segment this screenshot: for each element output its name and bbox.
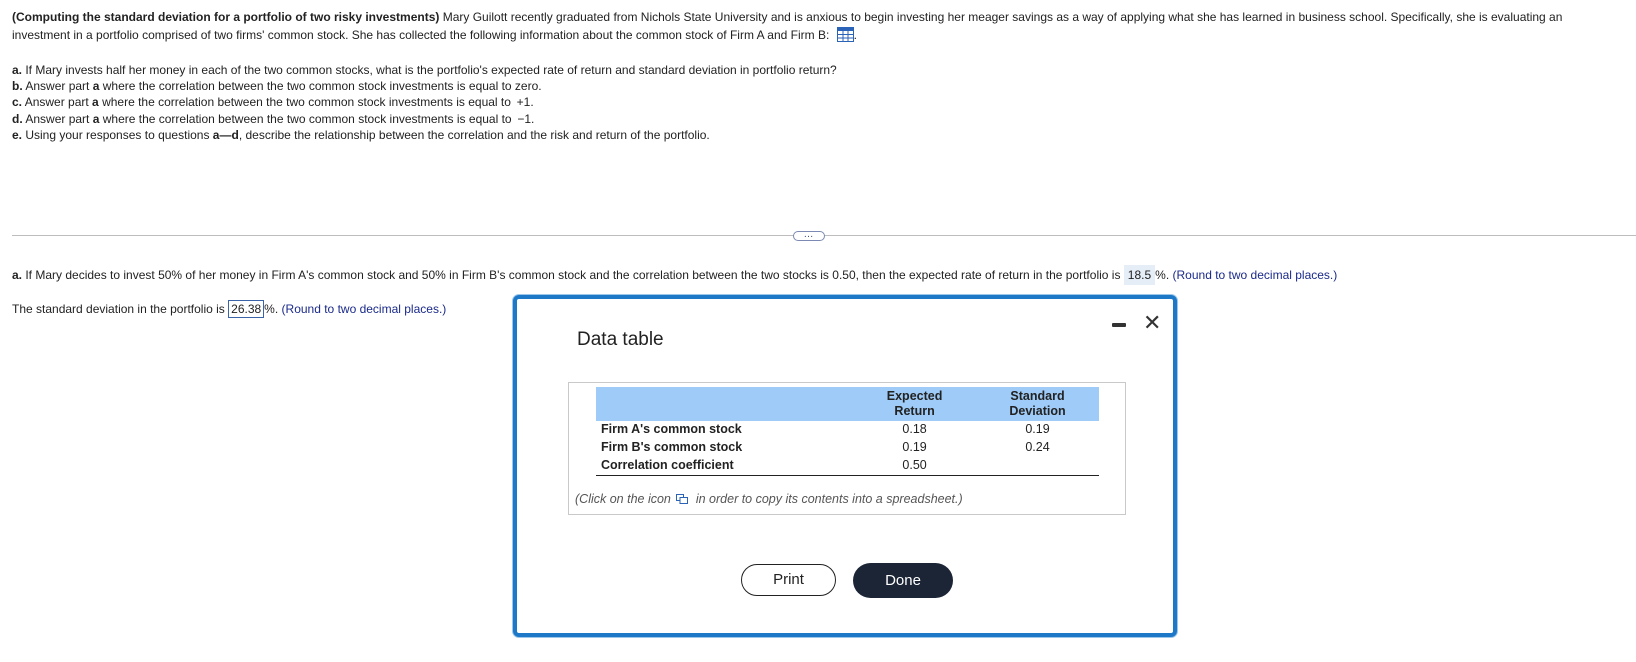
table-header-row: [596, 387, 1099, 421]
row-label: Firm B's common stock: [601, 440, 743, 454]
table-row: [596, 421, 1099, 439]
row-label: Correlation coefficient: [596, 457, 853, 476]
print-button[interactable]: Print: [741, 564, 836, 596]
done-button[interactable]: Done: [853, 563, 953, 598]
table-row: [596, 439, 1099, 457]
expected-return-cell: 0.19: [902, 440, 927, 454]
rounding-hint: (Round to two decimal places.): [1172, 268, 1338, 282]
data-table-dialog: [513, 295, 1177, 637]
question-a: a. If Mary invests half her money in each of the two common stocks, what is the portfolio's expected rate of return and standard deviation in portfolio return?: [12, 63, 837, 77]
rounding-hint: (Round to two decimal places.): [281, 302, 447, 316]
data-table-icon[interactable]: [837, 27, 854, 42]
answer-sd-line: The standard deviation in the portfolio is 26.38 %. (Round to two decimal places.): [12, 302, 447, 316]
copy-icon[interactable]: [676, 493, 688, 503]
dialog-title: Data table: [577, 329, 664, 350]
std-dev-cell: 0.19: [1025, 422, 1050, 436]
row-label: Firm A's common stock: [601, 422, 742, 436]
question-b: b. Answer part a where the correlation between the two common stock investments is equal to zero.: [12, 79, 542, 94]
std-dev-answer-input[interactable]: 26.38: [228, 300, 264, 318]
expected-return-cell: 0.18: [902, 422, 927, 436]
question-d: d. Answer part a where the correlation between the two common stock investments is equal to −1.: [12, 111, 535, 126]
data-table: [596, 387, 1099, 476]
header-standard-deviation: Standard Deviation: [976, 387, 1099, 421]
table-row: [596, 457, 1099, 476]
problem-title: (Computing the standard deviation for a portfolio of two risky investments): [12, 10, 440, 24]
close-icon[interactable]: ✕: [1143, 310, 1162, 335]
std-dev-cell: 0.24: [1025, 440, 1050, 454]
header-label: [596, 387, 853, 421]
expand-button[interactable]: …: [793, 231, 825, 241]
question-c: c. Answer part a where the correlation between the two common stock investments is equal to +1.: [12, 95, 534, 110]
data-table-panel: [568, 382, 1126, 515]
minimize-icon[interactable]: [1112, 323, 1126, 327]
question-e: e. Using your responses to questions a—d, describe the relationship between the correlation and the risk and return of the portfolio.: [12, 127, 710, 142]
expected-return-cell: 0.50: [853, 457, 976, 476]
header-expected-return: Expected Return: [853, 387, 976, 421]
problem-body: Mary Guilott recently graduated from Nichols State University and is anxious to begin investing her meager savings as a way of applying what she has learned in business school. Specifically, she is evaluating an investment in a portfolio comprised of two firms' common stock. She has collected the following information about the common stock of Firm A and Firm B:: [12, 10, 1563, 42]
answer-a-line: a. If Mary decides to invest 50% of her money in Firm A's common stock and 50% in Firm B's common stock and the correlation between the two stocks is 0.50, then the expected rate of return in the portfolio is 18.5 %. (Round to two decimal places.): [12, 268, 1337, 282]
std-dev-cell: [976, 457, 1099, 476]
problem-statement: (Computing the standard deviation for a portfolio of two risky investments) Mary Guilott recently graduated from Nichols State University and is anxious to begin investing her meager savings as a way of applying what she has learned in business school. Specifically, she is evaluating an investment in a portfolio comprised of two firms' common stock. She has collected the following information about the common stock of Firm A and Firm B: .: [12, 10, 1563, 42]
expected-return-answer[interactable]: 18.5: [1124, 265, 1155, 285]
question-list: [12, 62, 837, 143]
copy-note: (Click on the icon in order to copy its contents into a spreadsheet.): [575, 492, 963, 506]
